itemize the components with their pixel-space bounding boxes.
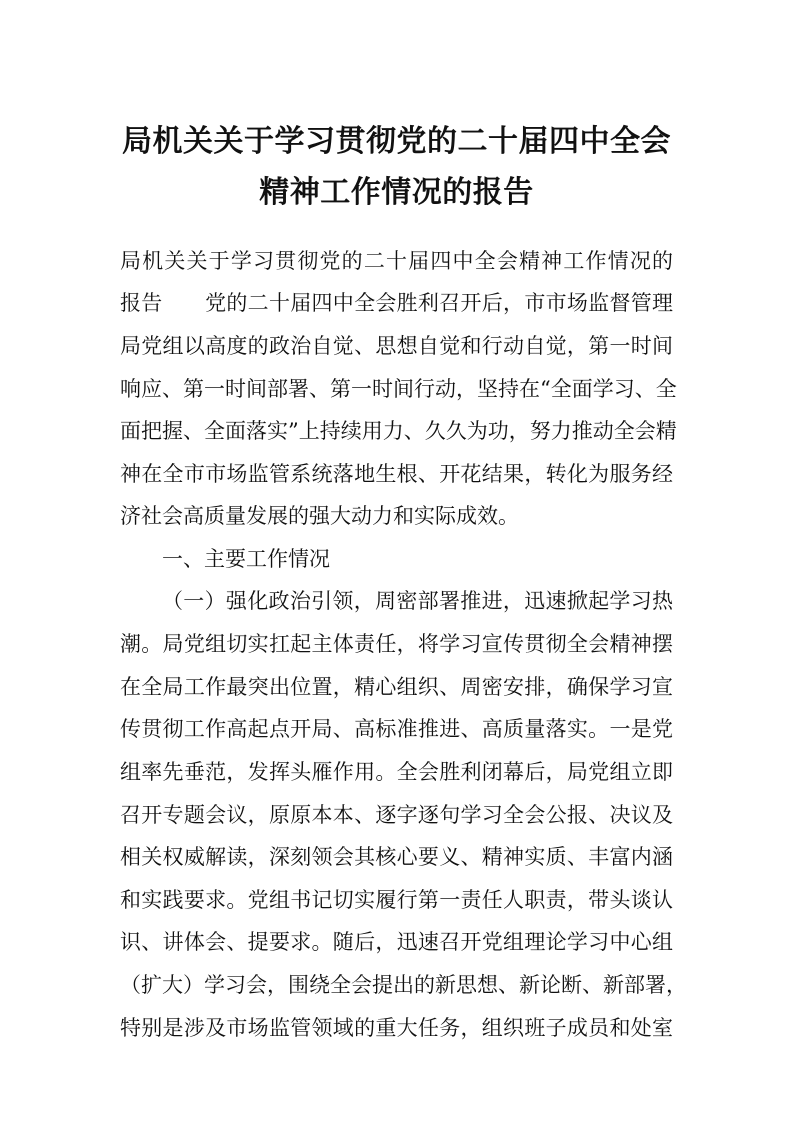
body-text-line: 济社会高质量发展的强大动力和实际成效。 [120,504,519,528]
body-text-line: （扩大）学习会，围绕全会提出的新思想、新论断、新部署， [120,973,687,997]
body-text-line: （一）强化政治引领，周密部署推进，迅速掀起学习热 [162,589,673,613]
body-text-line: 组率先垂范，发挥头雁作用。全会胜利闭幕后，局党组立即 [120,760,673,784]
body-text-line: 面把握、全面落实”上持续用力、久久为功，努力推动全会精 [120,419,677,443]
body-text-line: 召开专题会议，原原本本、逐字逐句学习全会公报、决议及 [120,803,673,827]
document-title-line-2: 精神工作情况的报告 [259,175,534,210]
body-text-line: 潮。局党组切实扛起主体责任，将学习宣传贯彻全会精神摆 [120,632,673,656]
body-text-line: 神在全市市场监管系统落地生根、开花结果，转化为服务经 [120,462,673,486]
body-text-line: 传贯彻工作高起点开局、高标准推进、高质量落实。一是党 [120,717,673,741]
body-text-line: 识、讲体会、提要求。随后，迅速召开党组理论学习中心组 [120,930,673,954]
body-text-line: 相关权威解读，深刻领会其核心要义、精神实质、丰富内涵 [120,845,673,869]
body-text-line: 局党组以高度的政治自觉、思想自觉和行动自觉，第一时间 [120,334,673,358]
body-text-line: 在全局工作最突出位置，精心组织、周密安排，确保学习宣 [120,675,673,699]
body-text-line: 局机关关于学习贯彻党的二十届四中全会精神工作情况的 [120,249,673,273]
body-text-line: 报告 党的二十届四中全会胜利召开后，市市场监督管理 [120,291,673,315]
section-heading: 一、主要工作情况 [162,547,330,571]
body-text-line: 和实践要求。党组书记切实履行第一责任人职责，带头谈认 [120,888,673,912]
body-text-line: 特别是涉及市场监管领域的重大任务，组织班子成员和处室 [120,1016,673,1040]
body-text-line: 响应、第一时间部署、第一时间行动，坚持在“全面学习、全 [120,377,677,401]
document-title-line-1: 局机关关于学习贯彻党的二十届四中全会 [122,124,671,159]
